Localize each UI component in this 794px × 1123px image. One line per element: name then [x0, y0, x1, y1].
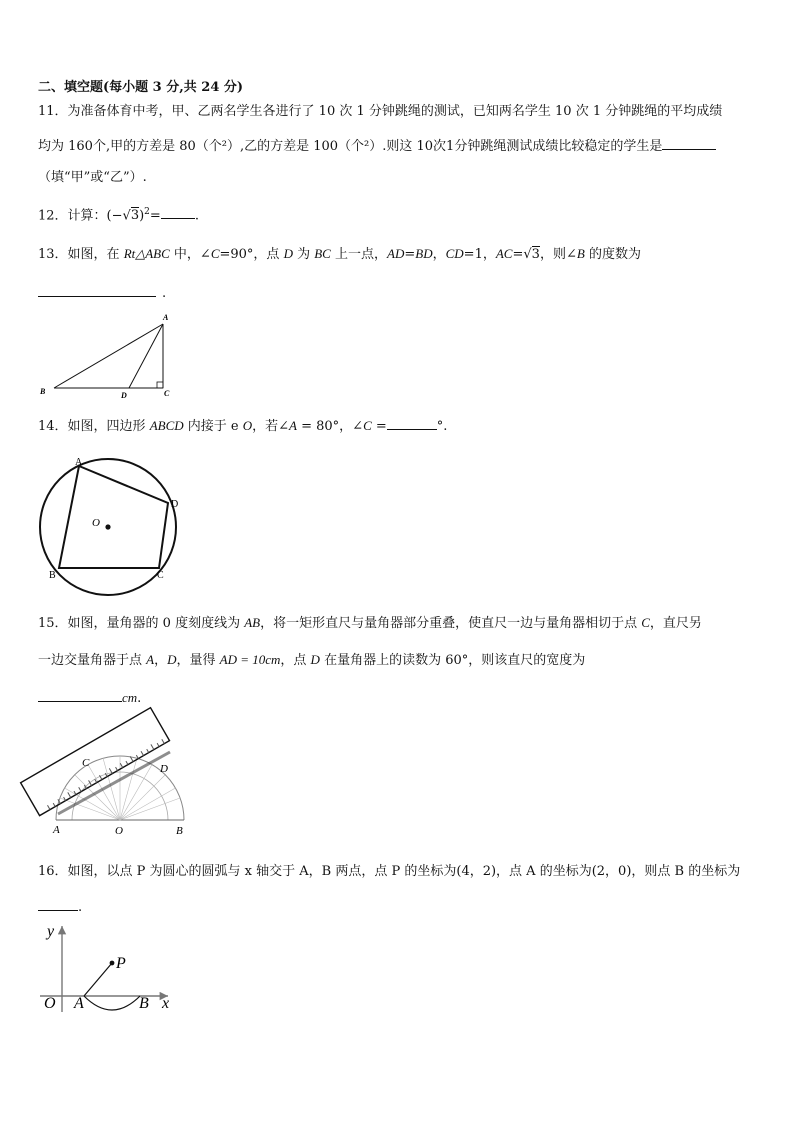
q16-end: .	[78, 900, 83, 915]
q15-seg-ab: AB	[244, 615, 261, 630]
q13-t6: =	[404, 247, 416, 262]
q15-ad-length: AD = 10cm	[219, 652, 281, 667]
q12-expr-close: )	[139, 208, 145, 224]
q12-prefix: 12．计算：	[38, 208, 107, 224]
q13-seg-bc: BC	[314, 246, 331, 261]
q13-label-a: A	[163, 313, 169, 322]
q13-sqrt-sign: √	[523, 247, 532, 262]
q13-label-b: B	[40, 387, 46, 396]
q15-t8: 在量角器上的读数为 60°，则该直尺的宽度为	[319, 653, 586, 668]
q11-line1: 11．为准备体育中考，甲、乙两名学生各进行了 10 次 1 分钟跳绳的测试，已知两名学生 10 次 1 分钟跳绳的平均成绩	[38, 104, 723, 119]
q13-t4: 为	[292, 247, 315, 262]
q14-circle-o: O	[242, 418, 253, 433]
q12-exponent: 2	[144, 207, 150, 217]
q15-label-c: C	[82, 757, 90, 769]
q15-point-c: C	[641, 615, 650, 630]
q15-t3: ，直尺另	[649, 616, 702, 631]
q13-seg-bd: BD	[415, 246, 433, 261]
q14-angle-a: A	[289, 418, 297, 433]
q13-seg-cd: CD	[445, 246, 464, 261]
q15-t5: ，	[154, 653, 168, 668]
q15-point-a: A	[146, 652, 155, 667]
q15-point-d: D	[167, 652, 177, 667]
q14-quad: ABCD	[149, 418, 184, 433]
q15-unit: cm	[122, 690, 138, 705]
q12-expr-open: (−	[106, 208, 123, 224]
q12-sqrt-sign: √	[122, 208, 131, 224]
q13-angle-c: C	[210, 246, 220, 261]
q14-label-a: A	[75, 457, 83, 468]
q11-line3: （填“甲”或“乙”）.	[38, 170, 147, 185]
q13-seg-ad: AD	[387, 246, 405, 261]
q15-label-o: O	[115, 825, 123, 837]
q13-t2: 中，∠	[169, 247, 211, 262]
q16-line1: 16．如图，以点 P 为圆心的圆弧与 x 轴交于 A，B 两点，点 P 的坐标为(4，2)，点 A 的坐标为(2，0)，则点 B 的坐标为	[38, 864, 741, 879]
q14-t1: 14．如图，四边形	[38, 419, 150, 434]
q15-label-d: D	[160, 763, 168, 775]
q15-label-a: A	[53, 824, 60, 836]
q13-t8: =1，	[463, 247, 496, 262]
q16-label-p: P	[116, 955, 126, 972]
q14-angle-c: C	[363, 418, 372, 433]
q13-seg-ac: AC	[495, 246, 513, 261]
q14-label-b: B	[49, 570, 56, 581]
q15-t2: ，将一矩形直尺与量角器部分重叠，使直尺一边与量角器相切于点	[260, 616, 642, 631]
q14-label-c: C	[157, 570, 164, 581]
q13-t9: =	[512, 247, 524, 262]
q13-triangle: Rt△ABC	[123, 246, 170, 261]
q14-t3: ，若∠	[252, 419, 290, 434]
q15-t6: ，量得	[176, 653, 220, 668]
q14-label-d: D	[171, 499, 179, 510]
q14-t5: =	[371, 419, 387, 434]
q15-t7: ，点	[280, 653, 311, 668]
q14-t2: 内接于 e	[183, 419, 243, 434]
q15-label-b: B	[176, 825, 183, 837]
q14-t4: = 80°，∠	[296, 419, 364, 434]
q13-t1: 13．如图，在	[38, 247, 124, 262]
q12-end: .	[194, 208, 199, 224]
q16-label-x: x	[162, 995, 170, 1012]
q15-t1: 15．如图，量角器的 0 度刻度线为	[38, 616, 245, 631]
q16-label-a: A	[74, 995, 84, 1012]
q13-radicand: 3	[531, 247, 540, 262]
section-heading: 二、填空题(每小题 3 分,共 24 分)	[38, 80, 244, 95]
q13-t3: =90°，点	[219, 247, 284, 262]
q15-t4: 一边交量角器于点	[38, 653, 147, 668]
q13-label-c: C	[164, 389, 170, 398]
q15-end: .	[137, 691, 142, 706]
q13-t11: 的度数为	[584, 247, 641, 262]
q12-eq: =	[149, 208, 161, 224]
q16-label-b: B	[139, 995, 149, 1012]
q13-t7: ，	[432, 247, 446, 262]
q13-point-d: D	[283, 246, 293, 261]
q15-point-d-2: D	[310, 652, 320, 667]
q13-end: .	[162, 286, 167, 301]
q13-label-d: D	[121, 391, 127, 400]
q13-t10: ，则∠	[539, 247, 577, 262]
q13-t5: 上一点，	[330, 247, 387, 262]
q13-angle-b: B	[576, 246, 585, 261]
q12-radicand: 3	[130, 208, 140, 224]
q16-label-y: y	[47, 923, 55, 940]
q16-label-o: O	[44, 995, 56, 1012]
q11-line2-text: 均为 160个,甲的方差是 80（个²）,乙的方差是 100（个²）.则这 10次1分钟跳绳测试成绩比较稳定的学生是	[38, 139, 663, 154]
q14-end: °.	[436, 419, 448, 434]
q14-label-o: O	[92, 517, 100, 529]
